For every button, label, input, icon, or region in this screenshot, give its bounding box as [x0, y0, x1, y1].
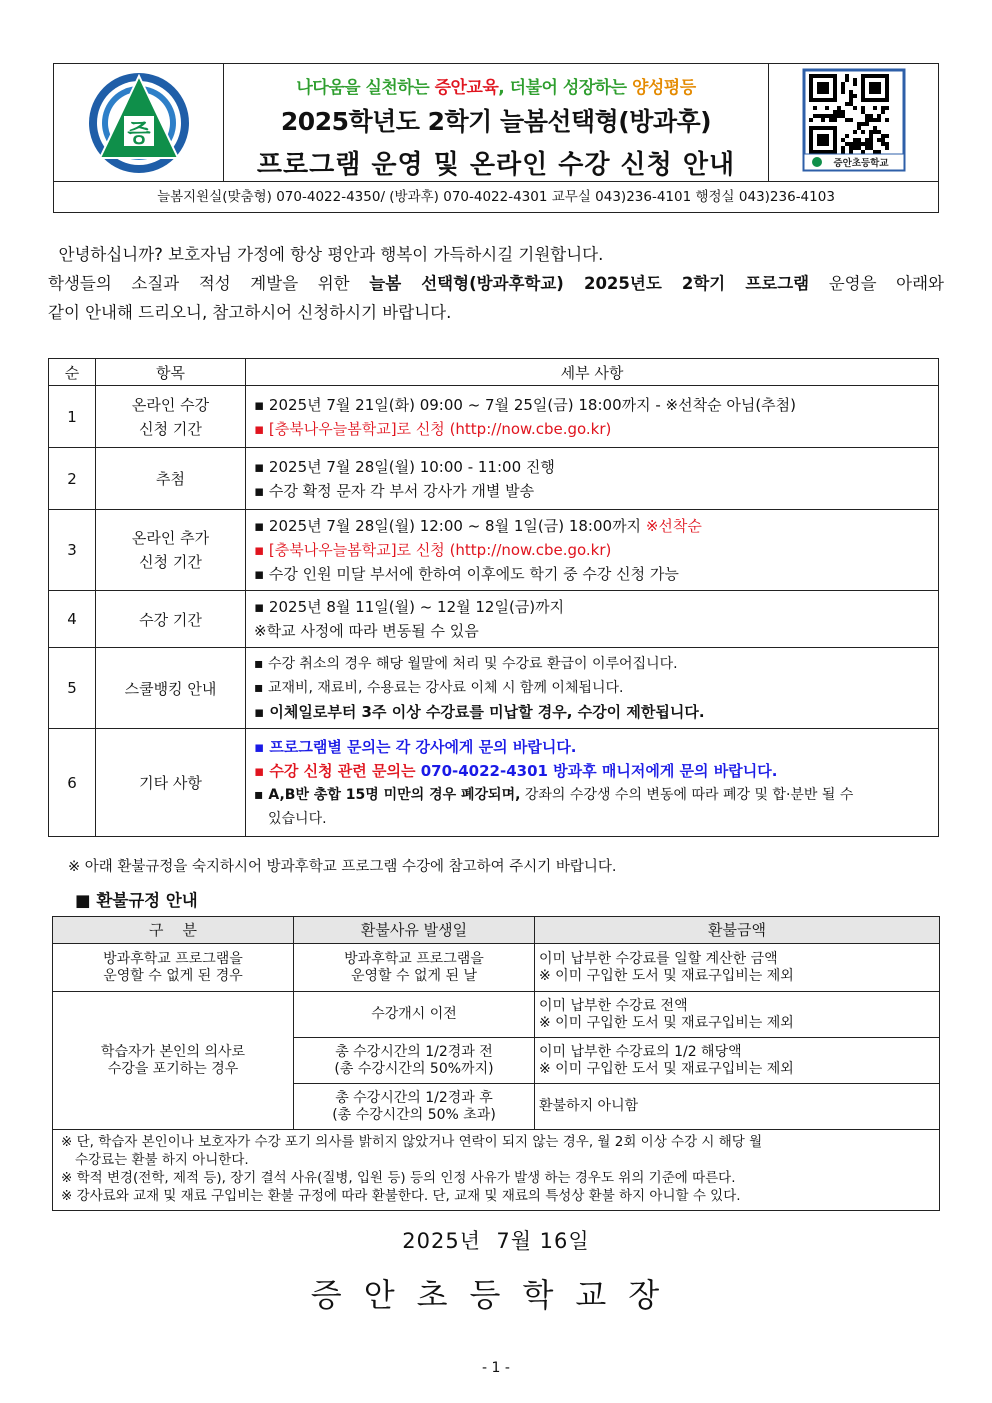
- row-item: 온라인 수강 신청 기간: [96, 386, 246, 448]
- refund-date: 수강개시 이전: [294, 992, 535, 1038]
- footnote: ※ 강사료와 교재 및 재료 구입비는 환불 규정에 따라 환불한다. 단, 교재 및 재료의 특성상 환불 하지 아니할 수 있다.: [61, 1188, 741, 1204]
- slogan-part: 증안교육: [434, 78, 499, 98]
- row-detail: [246, 591, 939, 648]
- row-number: 2: [49, 448, 96, 510]
- header-cell: 세부 사항: [246, 359, 939, 386]
- row-item: 추첨: [96, 448, 246, 510]
- refund-amount: 이미 납부한 수강료 전액 ※ 이미 구입한 도서 및 재료구입비는 제외: [535, 992, 940, 1038]
- table-row: [49, 448, 939, 510]
- refund-date: 방과후학교 프로그램을 운영할 수 없게 된 날: [294, 944, 535, 992]
- table-row: [49, 510, 939, 591]
- row-item: 온라인 추가 신청 기간: [96, 510, 246, 591]
- slogan: [224, 73, 768, 98]
- row-item: 기타 사항: [96, 729, 246, 837]
- table-row: [49, 591, 939, 648]
- detail-line: ▪ 이체일로부터 3주 이상 수강료를 미납할 경우, 수강이 제한됩니다.: [254, 703, 705, 721]
- refund-footnotes: [53, 1130, 940, 1211]
- title-line-1: 2025학년도 2학기 늘봄선택형(방과후): [280, 107, 712, 136]
- detail-line: ▪ A,B반 총합 15명 미만의 경우 폐강되며, 강좌의 수강생 수의 변동에 따라 폐강 및 합·분반 될 수: [254, 786, 854, 803]
- row-number: 5: [49, 648, 96, 729]
- detail-line: ▪ 수강 신청 관련 문의는 070-4022-4301 방과후 매니저에게 문의 바랍니다.: [254, 761, 778, 780]
- refund-footnote-row: [53, 1130, 940, 1211]
- schedule-table: [48, 358, 939, 837]
- row-detail: [246, 510, 939, 591]
- row-detail: [246, 386, 939, 448]
- refund-date: 총 수강시간의 1/2경과 전 (총 수강시간의 50%까지): [294, 1038, 535, 1084]
- detail-line: ▪ 수강 확정 문자 각 부서 강사가 개별 발송: [254, 481, 535, 500]
- schedule-header-row: [49, 359, 939, 386]
- slogan-part: 더불어 성장하는: [509, 78, 632, 98]
- logo-cell: [54, 64, 224, 182]
- refund-note: ※ 아래 환불규정을 숙지하시어 방과후학교 프로그램 수강에 참고하여 주시기 바랍니다.: [68, 859, 617, 875]
- qr-caption: 증안초등학교: [833, 158, 889, 169]
- detail-line: ▪ 2025년 7월 28일(월) 12:00 ~ 8월 1일(금) 18:00까지 ※선착순: [254, 517, 702, 535]
- slogan-part: 나다움을 실천하는: [296, 78, 435, 98]
- header-cell: 항목: [96, 359, 246, 386]
- svg-text:증: 증: [127, 119, 151, 147]
- refund-case: 방과후학교 프로그램을 운영할 수 없게 된 경우: [53, 944, 294, 992]
- refund-header-row: [53, 917, 940, 944]
- header-box: [53, 63, 939, 213]
- detail-line: ▪ 2025년 8월 11일(월) ~ 12월 12일(금)까지: [254, 598, 565, 616]
- footnote: ※ 단, 학습자 본인이나 보호자가 수강 포기 의사를 밝히지 않았거나 연락이 되지 않는 경우, 월 2회 이상 수강 시 해당 월: [61, 1134, 763, 1150]
- header-cell: 환불사유 발생일: [294, 917, 535, 944]
- detail-line: ▪ 교재비, 재료비, 수용료는 강사료 이체 시 함께 이체됩니다.: [254, 680, 624, 696]
- refund-amount: 이미 납부한 수강료의 1/2 해당액 ※ 이미 구입한 도서 및 재료구입비는 제외: [535, 1038, 940, 1084]
- header-top: [54, 64, 938, 182]
- refund-case: 학습자가 본인의 의사로 수강을 포기하는 경우: [53, 992, 294, 1130]
- row-item: 스쿨뱅킹 안내: [96, 648, 246, 729]
- title-line-2: 프로그램 운영 및 온라인 수강 신청 안내: [256, 150, 736, 180]
- slogan-part: ,: [498, 78, 510, 98]
- detail-line: ※학교 사정에 따라 변동될 수 있음: [254, 622, 479, 640]
- signature: 증안초등학교장: [310, 1276, 682, 1314]
- row-detail: [246, 729, 939, 837]
- table-row: [53, 944, 940, 992]
- page-number: - 1 -: [482, 1360, 510, 1376]
- row-number: 6: [49, 729, 96, 837]
- document-date: 2025년 7월 16일: [402, 1229, 590, 1253]
- signup-link[interactable]: ▪ [충북나우늘봄학교]로 신청 (http://now.cbe.go.kr): [254, 541, 612, 559]
- school-emblem-icon: [54, 64, 224, 182]
- intro-line-2: 학생들의 소질과 적성 계발을 위한 늘봄 선택형(방과후학교) 2025년도 2학기 프로그램 운영을 아래와: [48, 274, 944, 293]
- intro-line-1: 안녕하십니까? 보호자님 가정에 항상 평안과 행복이 가득하시길 기원합니다.: [58, 245, 604, 264]
- header-cell: 순: [49, 359, 96, 386]
- header-cell: 환불금액: [535, 917, 940, 944]
- footnote: ※ 학적 변경(전학, 제적 등), 장기 결석 사유(질병, 입원 등) 등의 인정 사유가 발생 하는 경우도 위의 기준에 따른다.: [61, 1170, 736, 1186]
- detail-line: ▪ 2025년 7월 21일(화) 09:00 ~ 7월 25일(금) 18:00까지 - ※선착순 아님(추첨): [254, 395, 797, 414]
- refund-date: 총 수강시간의 1/2경과 후 (총 수강시간의 50% 초과): [294, 1084, 535, 1130]
- row-detail: [246, 648, 939, 729]
- row-number: 1: [49, 386, 96, 448]
- detail-line: ▪ 프로그램별 문의는 각 강사에게 문의 바랍니다.: [254, 737, 577, 756]
- row-detail: [246, 448, 939, 510]
- refund-amount: 환불하지 아니함: [535, 1084, 940, 1130]
- refund-table: [52, 916, 940, 1211]
- detail-line: 있습니다.: [268, 810, 327, 827]
- table-row: [49, 648, 939, 729]
- detail-line: ▪ 수강 인원 미달 부서에 한하여 이후에도 학기 중 수강 신청 가능: [254, 565, 679, 583]
- table-row: [49, 729, 939, 837]
- slogan-part: 양성평등: [631, 78, 696, 98]
- row-number: 4: [49, 591, 96, 648]
- header-title-area: [224, 64, 768, 182]
- table-row: [53, 992, 940, 1038]
- table-row: [49, 386, 939, 448]
- qr-cell: [768, 64, 938, 182]
- signup-link[interactable]: ▪ [충북나우늘봄학교]로 신청 (http://now.cbe.go.kr): [254, 419, 612, 438]
- detail-line: ▪ 2025년 7월 28일(월) 10:00 - 11:00 진행: [254, 457, 555, 476]
- footnote: 수강료는 환불 하지 아니한다.: [75, 1152, 249, 1168]
- header-cell: 구 분: [53, 917, 294, 944]
- detail-line: ▪ 수강 취소의 경우 해당 월말에 처리 및 수강료 환급이 이루어집니다.: [254, 656, 678, 672]
- qr-code-icon[interactable]: [769, 64, 939, 182]
- refund-title: ■ 환불규정 안내: [75, 891, 198, 910]
- contact-line: 늘봄지원실(맞춤형) 070-4022-4350/ (방과후) 070-4022-4301 교무실 043)236-4101 행정실 043)236-4103: [157, 189, 835, 205]
- row-item: 수강 기간: [96, 591, 246, 648]
- intro-line-3: 같이 안내해 드리오니, 참고하시어 신청하시기 바랍니다.: [48, 303, 452, 322]
- refund-amount: 이미 납부한 수강료를 일할 계산한 금액 ※ 이미 구입한 도서 및 재료구입비는 제외: [535, 944, 940, 992]
- intro: [48, 240, 944, 327]
- row-number: 3: [49, 510, 96, 591]
